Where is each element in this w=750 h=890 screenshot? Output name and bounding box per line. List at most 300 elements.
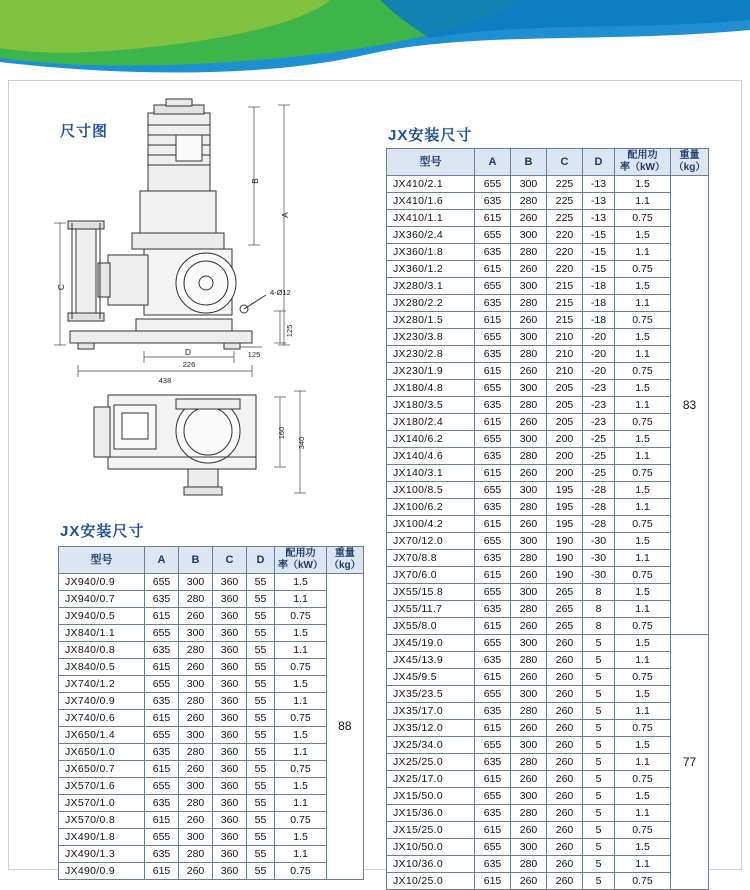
cell-b: 280: [179, 591, 213, 608]
cell-c: 360: [213, 710, 247, 727]
cell-a: 635: [475, 703, 511, 720]
cell-c: 225: [547, 176, 583, 193]
table-row: [59, 676, 364, 693]
cell-power: 0.75: [615, 465, 671, 482]
cell-model: JX940/0.9: [59, 574, 145, 591]
jx-install-size-table-left: [58, 546, 364, 880]
cell-d: 8: [583, 601, 615, 618]
cell-model: JX650/0.7: [59, 761, 145, 778]
cell-a: 655: [475, 176, 511, 193]
cell-d: 55: [247, 659, 275, 676]
cell-c: 205: [547, 397, 583, 414]
cell-d: 55: [247, 727, 275, 744]
cell-model: JX840/0.8: [59, 642, 145, 659]
header-weight: [671, 149, 709, 176]
cell-c: 360: [213, 727, 247, 744]
cell-model: JX360/1.8: [387, 244, 475, 261]
cell-c: 260: [547, 686, 583, 703]
cell-power: 0.75: [275, 863, 327, 880]
cell-model: JX140/3.1: [387, 465, 475, 482]
cell-power: 1.1: [615, 346, 671, 363]
cell-b: 280: [511, 244, 547, 261]
cell-c: 215: [547, 295, 583, 312]
cell-c: 220: [547, 227, 583, 244]
table-header-row: [387, 149, 709, 176]
cell-c: 220: [547, 244, 583, 261]
cell-power: 1.5: [275, 625, 327, 642]
cell-model: JX180/4.8: [387, 380, 475, 397]
cell-c: 360: [213, 659, 247, 676]
cell-a: 655: [475, 329, 511, 346]
cell-a: 635: [475, 805, 511, 822]
table-body-left: [59, 574, 364, 880]
table-row: [387, 210, 709, 227]
cell-d: -28: [583, 482, 615, 499]
table-row: [387, 414, 709, 431]
cell-model: JX570/1.6: [59, 778, 145, 795]
cell-d: 5: [583, 771, 615, 788]
cell-b: 260: [511, 567, 547, 584]
cell-model: JX360/2.4: [387, 227, 475, 244]
table-row: [387, 550, 709, 567]
cell-b: 280: [511, 499, 547, 516]
table-row: [387, 856, 709, 873]
cell-a: 615: [475, 567, 511, 584]
dimension-label-C: C: [56, 283, 66, 291]
cell-c: 360: [213, 795, 247, 812]
cell-d: -18: [583, 278, 615, 295]
cell-model: JX230/2.8: [387, 346, 475, 363]
cell-a: 655: [145, 625, 179, 642]
cell-b: 260: [179, 863, 213, 880]
cell-b: 300: [511, 482, 547, 499]
cell-model: JX10/50.0: [387, 839, 475, 856]
cell-a: 635: [145, 642, 179, 659]
cell-b: 260: [511, 873, 547, 890]
pump-dimension-drawing: [48, 95, 368, 510]
table-row: [59, 829, 364, 846]
cell-power: 1.5: [615, 482, 671, 499]
cell-d: 55: [247, 829, 275, 846]
cell-b: 300: [179, 778, 213, 795]
cell-model: JX45/13.9: [387, 652, 475, 669]
table-row: [387, 465, 709, 482]
dimension-label-125b: 125: [247, 350, 261, 359]
cell-model: JX280/2.2: [387, 295, 475, 312]
cell-c: 195: [547, 482, 583, 499]
cell-c: 260: [547, 669, 583, 686]
cell-model: JX280/3.1: [387, 278, 475, 295]
cell-c: 260: [547, 652, 583, 669]
table-row: [387, 788, 709, 805]
cell-c: 190: [547, 550, 583, 567]
cell-b: 280: [511, 703, 547, 720]
cell-b: 300: [511, 788, 547, 805]
cell-b: 260: [511, 822, 547, 839]
cell-b: 300: [511, 278, 547, 295]
table-row: [387, 329, 709, 346]
cell-c: 360: [213, 693, 247, 710]
header-power-line2: 率（kW）: [278, 560, 323, 571]
table-row: [387, 601, 709, 618]
cell-b: 300: [511, 686, 547, 703]
cell-a: 655: [475, 533, 511, 550]
cell-a: 635: [145, 693, 179, 710]
cell-c: 360: [213, 608, 247, 625]
table-row: [387, 448, 709, 465]
cell-c: 260: [547, 856, 583, 873]
cell-c: 260: [547, 873, 583, 890]
cell-b: 260: [511, 720, 547, 737]
cell-model: JX45/19.0: [387, 635, 475, 652]
cell-b: 280: [179, 795, 213, 812]
cell-power: 1.5: [615, 380, 671, 397]
cell-d: 5: [583, 805, 615, 822]
table-row: [59, 778, 364, 795]
cell-c: 220: [547, 261, 583, 278]
cell-d: -20: [583, 346, 615, 363]
cell-power: 0.75: [615, 873, 671, 890]
cell-b: 300: [511, 533, 547, 550]
cell-c: 215: [547, 278, 583, 295]
cell-model: JX140/6.2: [387, 431, 475, 448]
cell-c: 260: [547, 754, 583, 771]
cell-d: -13: [583, 193, 615, 210]
cell-b: 300: [511, 737, 547, 754]
header-power-line1: 配用功: [627, 150, 658, 161]
cell-model: JX70/6.0: [387, 567, 475, 584]
cell-power: 1.1: [275, 693, 327, 710]
cell-a: 655: [475, 788, 511, 805]
cell-b: 280: [511, 805, 547, 822]
table-row: [387, 805, 709, 822]
table-row: [59, 846, 364, 863]
cell-model: JX840/1.1: [59, 625, 145, 642]
cell-model: JX15/36.0: [387, 805, 475, 822]
table-row: [59, 608, 364, 625]
cell-c: 360: [213, 778, 247, 795]
cell-a: 635: [475, 754, 511, 771]
cell-a: 655: [145, 676, 179, 693]
cell-b: 280: [179, 846, 213, 863]
cell-model: JX650/1.0: [59, 744, 145, 761]
cell-model: JX25/25.0: [387, 754, 475, 771]
header-power: [615, 149, 671, 176]
table-row: [387, 703, 709, 720]
cell-a: 615: [145, 710, 179, 727]
cell-power: 1.5: [615, 431, 671, 448]
cell-d: 55: [247, 608, 275, 625]
cell-c: 360: [213, 625, 247, 642]
cell-power: 0.75: [615, 210, 671, 227]
cell-power: 1.5: [615, 329, 671, 346]
table-row: [59, 863, 364, 880]
cell-model: JX490/0.9: [59, 863, 145, 880]
cell-power: 1.5: [275, 676, 327, 693]
cell-c: 225: [547, 193, 583, 210]
cell-c: 360: [213, 812, 247, 829]
cell-d: 55: [247, 642, 275, 659]
cell-d: 5: [583, 720, 615, 737]
cell-model: JX180/2.4: [387, 414, 475, 431]
cell-a: 635: [145, 744, 179, 761]
cell-d: -13: [583, 210, 615, 227]
cell-model: JX25/34.0: [387, 737, 475, 754]
header-b: B: [511, 149, 547, 176]
cell-b: 260: [511, 363, 547, 380]
cell-model: JX740/0.6: [59, 710, 145, 727]
cell-b: 260: [179, 761, 213, 778]
cell-power: 1.1: [615, 805, 671, 822]
cell-a: 635: [475, 499, 511, 516]
table-row: [59, 727, 364, 744]
cell-model: JX45/9.5: [387, 669, 475, 686]
cell-b: 300: [179, 676, 213, 693]
cell-d: 55: [247, 676, 275, 693]
cell-model: JX180/3.5: [387, 397, 475, 414]
cell-power: 1.1: [275, 795, 327, 812]
cell-a: 615: [475, 363, 511, 380]
dimension-label-125: 125: [285, 324, 294, 338]
cell-model: JX230/3.8: [387, 329, 475, 346]
cell-d: -25: [583, 465, 615, 482]
cell-b: 300: [179, 574, 213, 591]
cell-d: 5: [583, 822, 615, 839]
cell-c: 205: [547, 380, 583, 397]
cell-a: 635: [145, 846, 179, 863]
table-row: [59, 710, 364, 727]
cell-model: JX940/0.7: [59, 591, 145, 608]
cell-power: 1.5: [275, 574, 327, 591]
table-row: [387, 278, 709, 295]
cell-model: JX740/0.9: [59, 693, 145, 710]
header-weight-line1: 重量: [679, 150, 700, 161]
cell-d: -15: [583, 261, 615, 278]
header-c: C: [213, 547, 247, 574]
cell-d: -30: [583, 533, 615, 550]
cell-power: 0.75: [615, 363, 671, 380]
cell-d: -23: [583, 414, 615, 431]
cell-b: 280: [511, 448, 547, 465]
cell-b: 260: [511, 669, 547, 686]
cell-c: 260: [547, 805, 583, 822]
cell-a: 615: [475, 720, 511, 737]
header-c: C: [547, 149, 583, 176]
cell-a: 655: [145, 829, 179, 846]
dimension-label-226: 226: [182, 360, 196, 369]
cell-d: -30: [583, 567, 615, 584]
cell-model: JX490/1.8: [59, 829, 145, 846]
cell-d: 55: [247, 846, 275, 863]
cell-d: 8: [583, 618, 615, 635]
cell-power: 1.5: [615, 788, 671, 805]
cell-c: 190: [547, 567, 583, 584]
cell-d: 55: [247, 778, 275, 795]
table-row: [387, 176, 709, 193]
cell-a: 615: [475, 312, 511, 329]
cell-a: 655: [145, 778, 179, 795]
cell-c: 200: [547, 431, 583, 448]
table-row: [59, 625, 364, 642]
cell-a: 615: [475, 261, 511, 278]
cell-c: 225: [547, 210, 583, 227]
table-row: [387, 261, 709, 278]
cell-model: JX25/17.0: [387, 771, 475, 788]
cell-a: 635: [475, 244, 511, 261]
cell-model: JX35/17.0: [387, 703, 475, 720]
cell-c: 260: [547, 771, 583, 788]
cell-power: 1.1: [615, 550, 671, 567]
cell-weight: 83: [671, 176, 709, 635]
table-row: [387, 822, 709, 839]
cell-power: 1.5: [275, 829, 327, 846]
cell-weight: 77: [671, 635, 709, 890]
cell-model: JX940/0.5: [59, 608, 145, 625]
cell-power: 0.75: [275, 710, 327, 727]
cell-model: JX35/23.5: [387, 686, 475, 703]
dimension-label-D: D: [184, 347, 192, 357]
table-row: [387, 754, 709, 771]
cell-d: -28: [583, 516, 615, 533]
cell-model: JX100/6.2: [387, 499, 475, 516]
cell-c: 360: [213, 829, 247, 846]
cell-power: 1.1: [615, 703, 671, 720]
cell-a: 635: [145, 591, 179, 608]
cell-model: JX100/4.2: [387, 516, 475, 533]
cell-power: 0.75: [615, 516, 671, 533]
table-row: [387, 227, 709, 244]
cell-d: -18: [583, 312, 615, 329]
cell-c: 360: [213, 642, 247, 659]
cell-c: 215: [547, 312, 583, 329]
cell-model: JX140/4.6: [387, 448, 475, 465]
cell-model: JX10/36.0: [387, 856, 475, 873]
cell-b: 300: [511, 176, 547, 193]
cell-b: 300: [511, 431, 547, 448]
cell-b: 280: [179, 693, 213, 710]
cell-c: 210: [547, 363, 583, 380]
cell-power: 0.75: [615, 414, 671, 431]
cell-model: JX570/1.0: [59, 795, 145, 812]
table-row: [387, 244, 709, 261]
cell-b: 260: [179, 812, 213, 829]
cell-power: 1.5: [615, 533, 671, 550]
table-row: [387, 482, 709, 499]
cell-b: 260: [179, 608, 213, 625]
cell-b: 300: [179, 829, 213, 846]
cell-b: 280: [511, 754, 547, 771]
cell-power: 1.5: [615, 176, 671, 193]
table-row: [387, 635, 709, 652]
cell-d: -30: [583, 550, 615, 567]
page-title-dimension-drawing: 尺寸图: [60, 123, 109, 140]
header-d: D: [247, 547, 275, 574]
cell-d: 55: [247, 710, 275, 727]
cell-power: 1.1: [615, 448, 671, 465]
table-row: [59, 761, 364, 778]
cell-a: 635: [475, 601, 511, 618]
cell-d: 55: [247, 744, 275, 761]
cell-b: 300: [511, 227, 547, 244]
cell-power: 0.75: [615, 720, 671, 737]
table-row: [387, 295, 709, 312]
cell-a: 655: [145, 727, 179, 744]
cell-a: 655: [475, 227, 511, 244]
table-row: [387, 669, 709, 686]
cell-d: -18: [583, 295, 615, 312]
cell-power: 1.5: [275, 727, 327, 744]
cell-d: -23: [583, 397, 615, 414]
cell-model: JX840/0.5: [59, 659, 145, 676]
cell-a: 655: [475, 431, 511, 448]
cell-a: 615: [475, 618, 511, 635]
cell-d: -23: [583, 380, 615, 397]
cell-b: 300: [511, 380, 547, 397]
table-row: [387, 771, 709, 788]
cell-a: 615: [145, 812, 179, 829]
cell-d: 55: [247, 574, 275, 591]
cell-d: 5: [583, 686, 615, 703]
cell-power: 1.5: [615, 839, 671, 856]
cell-d: 5: [583, 652, 615, 669]
cell-a: 615: [475, 414, 511, 431]
table-row: [59, 591, 364, 608]
cell-d: -28: [583, 499, 615, 516]
cell-d: 55: [247, 591, 275, 608]
cell-a: 635: [475, 193, 511, 210]
cell-c: 260: [547, 635, 583, 652]
header-weight-line1: 重量: [334, 548, 355, 559]
cell-power: 0.75: [615, 567, 671, 584]
table-row: [387, 567, 709, 584]
table-row: [387, 312, 709, 329]
cell-model: JX410/2.1: [387, 176, 475, 193]
cell-b: 260: [511, 771, 547, 788]
cell-model: JX70/8.8: [387, 550, 475, 567]
cell-power: 0.75: [615, 312, 671, 329]
cell-a: 655: [145, 574, 179, 591]
cell-b: 280: [511, 550, 547, 567]
cell-b: 260: [511, 261, 547, 278]
cell-a: 615: [475, 516, 511, 533]
cell-c: 195: [547, 499, 583, 516]
cell-a: 635: [475, 397, 511, 414]
table-row: [387, 363, 709, 380]
cell-power: 0.75: [275, 608, 327, 625]
cell-a: 655: [475, 380, 511, 397]
cell-model: JX570/0.8: [59, 812, 145, 829]
header-model: 型号: [59, 547, 145, 574]
cell-d: 5: [583, 669, 615, 686]
cell-power: 0.75: [275, 761, 327, 778]
cell-d: 5: [583, 737, 615, 754]
table-body-right: [387, 176, 709, 890]
table-row: [59, 642, 364, 659]
cell-b: 280: [511, 652, 547, 669]
cell-b: 260: [511, 210, 547, 227]
cell-a: 655: [475, 635, 511, 652]
cell-power: 1.5: [615, 737, 671, 754]
cell-a: 615: [475, 873, 511, 890]
cell-d: 55: [247, 761, 275, 778]
cell-c: 210: [547, 346, 583, 363]
header-power: [275, 547, 327, 574]
cell-c: 260: [547, 788, 583, 805]
cell-b: 300: [511, 329, 547, 346]
cell-power: 1.1: [275, 591, 327, 608]
cell-c: 260: [547, 720, 583, 737]
table-row: [59, 812, 364, 829]
